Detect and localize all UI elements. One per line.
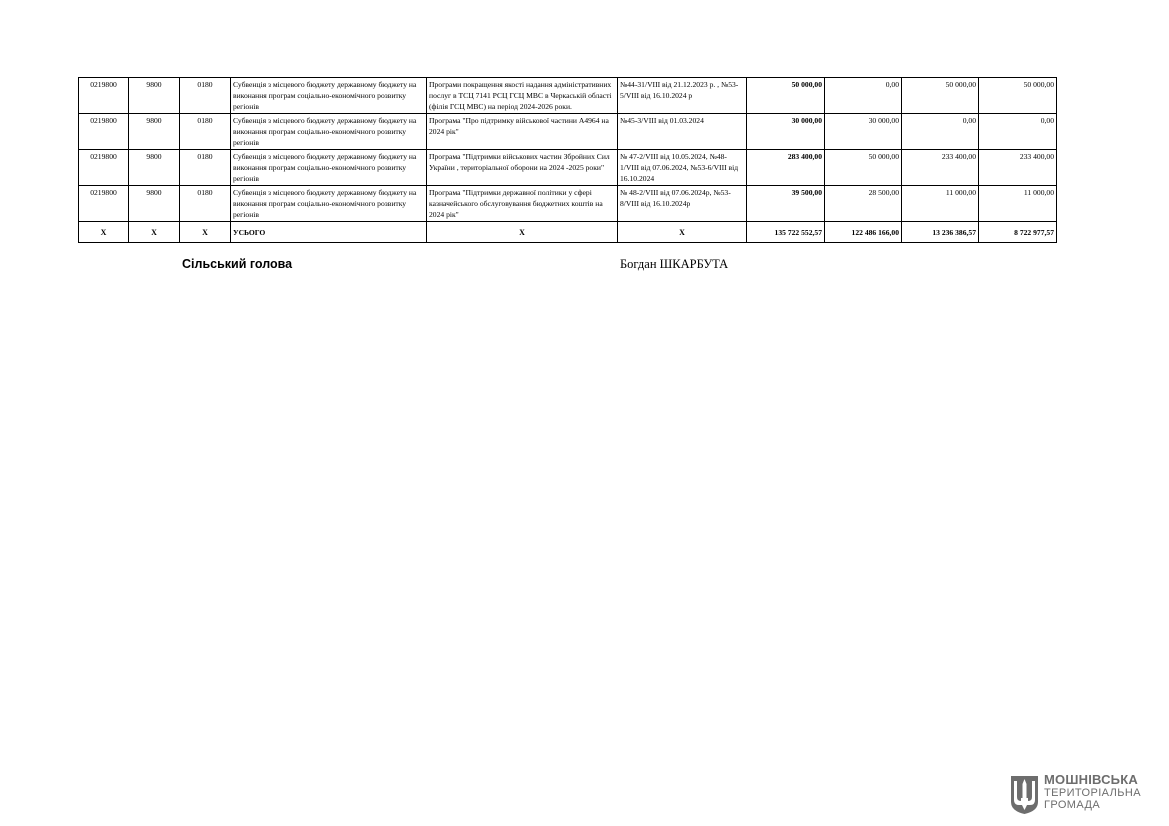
table-row xyxy=(79,114,1057,150)
special-fund-cell: 233 400,00 xyxy=(902,150,979,186)
total-x-cell: Х xyxy=(180,222,231,243)
total-x-cell: Х xyxy=(129,222,180,243)
development-budget-cell: 11 000,00 xyxy=(979,186,1057,222)
special-fund-total-cell: 13 236 386,57 xyxy=(902,222,979,243)
development-budget-cell: 233 400,00 xyxy=(979,150,1057,186)
logo-line-1: МОШНІВСЬКА xyxy=(1044,772,1138,787)
program-name-cell: Програми покращення якості надання адміністративних послуг в ТСЦ 7141 РСЦ ГСЦ МВС в Черкаській області (філія ГСЦ МВС) на період 2024-2026 роки. xyxy=(427,78,618,114)
table-row xyxy=(79,186,1057,222)
purpose-cell: Субвенція з місцевого бюджету державному бюджету на виконання програм соціально-економічного розвитку регіонів xyxy=(231,114,427,150)
classification-code-cell: 0180 xyxy=(180,150,231,186)
table-row xyxy=(79,78,1057,114)
signatory-title: Сільський голова xyxy=(182,257,293,271)
decision-cell: №45-3/VIII від 01.03.2024 xyxy=(618,114,747,150)
logo-line-2: ТЕРИТОРІАЛЬНА xyxy=(1044,786,1141,799)
classification-code-cell: 0180 xyxy=(180,78,231,114)
purpose-cell: Субвенція з місцевого бюджету державному бюджету на виконання програм соціально-економічного розвитку регіонів xyxy=(231,150,427,186)
classification-code-cell: 0180 xyxy=(180,186,231,222)
grand-total-cell: 135 722 552,57 xyxy=(747,222,825,243)
special-fund-cell: 50 000,00 xyxy=(902,78,979,114)
decision-cell: №44-31/VIII від 21.12.2023 р. , №53-5/VIII від 16.10.2024 р xyxy=(618,78,747,114)
general-fund-cell: 30 000,00 xyxy=(825,114,902,150)
budget-table xyxy=(78,77,1057,243)
function-code-cell: 9800 xyxy=(129,150,180,186)
function-code-cell: 9800 xyxy=(129,78,180,114)
development-budget-cell: 0,00 xyxy=(979,114,1057,150)
purpose-cell: Субвенція з місцевого бюджету державному бюджету на виконання програм соціально-економічного розвитку регіонів xyxy=(231,78,427,114)
total-amount-cell: 283 400,00 xyxy=(747,150,825,186)
function-code-cell: 9800 xyxy=(129,186,180,222)
program-code-cell: 0219800 xyxy=(79,186,129,222)
program-code-cell: 0219800 xyxy=(79,114,129,150)
total-amount-cell: 50 000,00 xyxy=(747,78,825,114)
decision-cell: № 47-2/VIII від 10.05.2024, №48-1/VIII від 07.06.2024, №53-6/VIII від 16.10.2024 xyxy=(618,150,747,186)
total-amount-cell: 39 500,00 xyxy=(747,186,825,222)
program-code-cell: 0219800 xyxy=(79,78,129,114)
logo-line-3: ГРОМАДА xyxy=(1044,799,1101,811)
special-fund-cell: 0,00 xyxy=(902,114,979,150)
total-x-cell: Х xyxy=(618,222,747,243)
general-fund-cell: 28 500,00 xyxy=(825,186,902,222)
trident-emblem-icon xyxy=(1009,774,1040,815)
general-fund-cell: 50 000,00 xyxy=(825,150,902,186)
special-fund-cell: 11 000,00 xyxy=(902,186,979,222)
decision-cell: № 48-2/VIII від 07.06.2024р, №53-8/VIII від 16.10.2024р xyxy=(618,186,747,222)
logo-text xyxy=(1044,774,1141,812)
general-fund-total-cell: 122 486 166,00 xyxy=(825,222,902,243)
total-label-cell: УСЬОГО xyxy=(231,222,427,243)
development-budget-total-cell: 8 722 977,57 xyxy=(979,222,1057,243)
total-amount-cell: 30 000,00 xyxy=(747,114,825,150)
total-row xyxy=(79,222,1057,243)
function-code-cell: 9800 xyxy=(129,114,180,150)
table-row xyxy=(79,150,1057,186)
program-code-cell: 0219800 xyxy=(79,150,129,186)
total-x-cell: Х xyxy=(427,222,618,243)
general-fund-cell: 0,00 xyxy=(825,78,902,114)
classification-code-cell: 0180 xyxy=(180,114,231,150)
community-logo xyxy=(1009,774,1159,818)
program-name-cell: Програма "Підтримки військових частин Збройних Сил України , територіальної оборони на 2024 -2025 роки" xyxy=(427,150,618,186)
program-name-cell: Програма "Підтримки державної політики у сфері казначейського обслуговування бюджетних коштів на 2024 рік" xyxy=(427,186,618,222)
purpose-cell: Субвенція з місцевого бюджету державному бюджету на виконання програм соціально-економічного розвитку регіонів xyxy=(231,186,427,222)
program-name-cell: Програма "Про підтримку військової частини А4964 на 2024 рік" xyxy=(427,114,618,150)
total-x-cell: Х xyxy=(79,222,129,243)
signatory-name: Богдан ШКАРБУТА xyxy=(620,257,729,271)
development-budget-cell: 50 000,00 xyxy=(979,78,1057,114)
